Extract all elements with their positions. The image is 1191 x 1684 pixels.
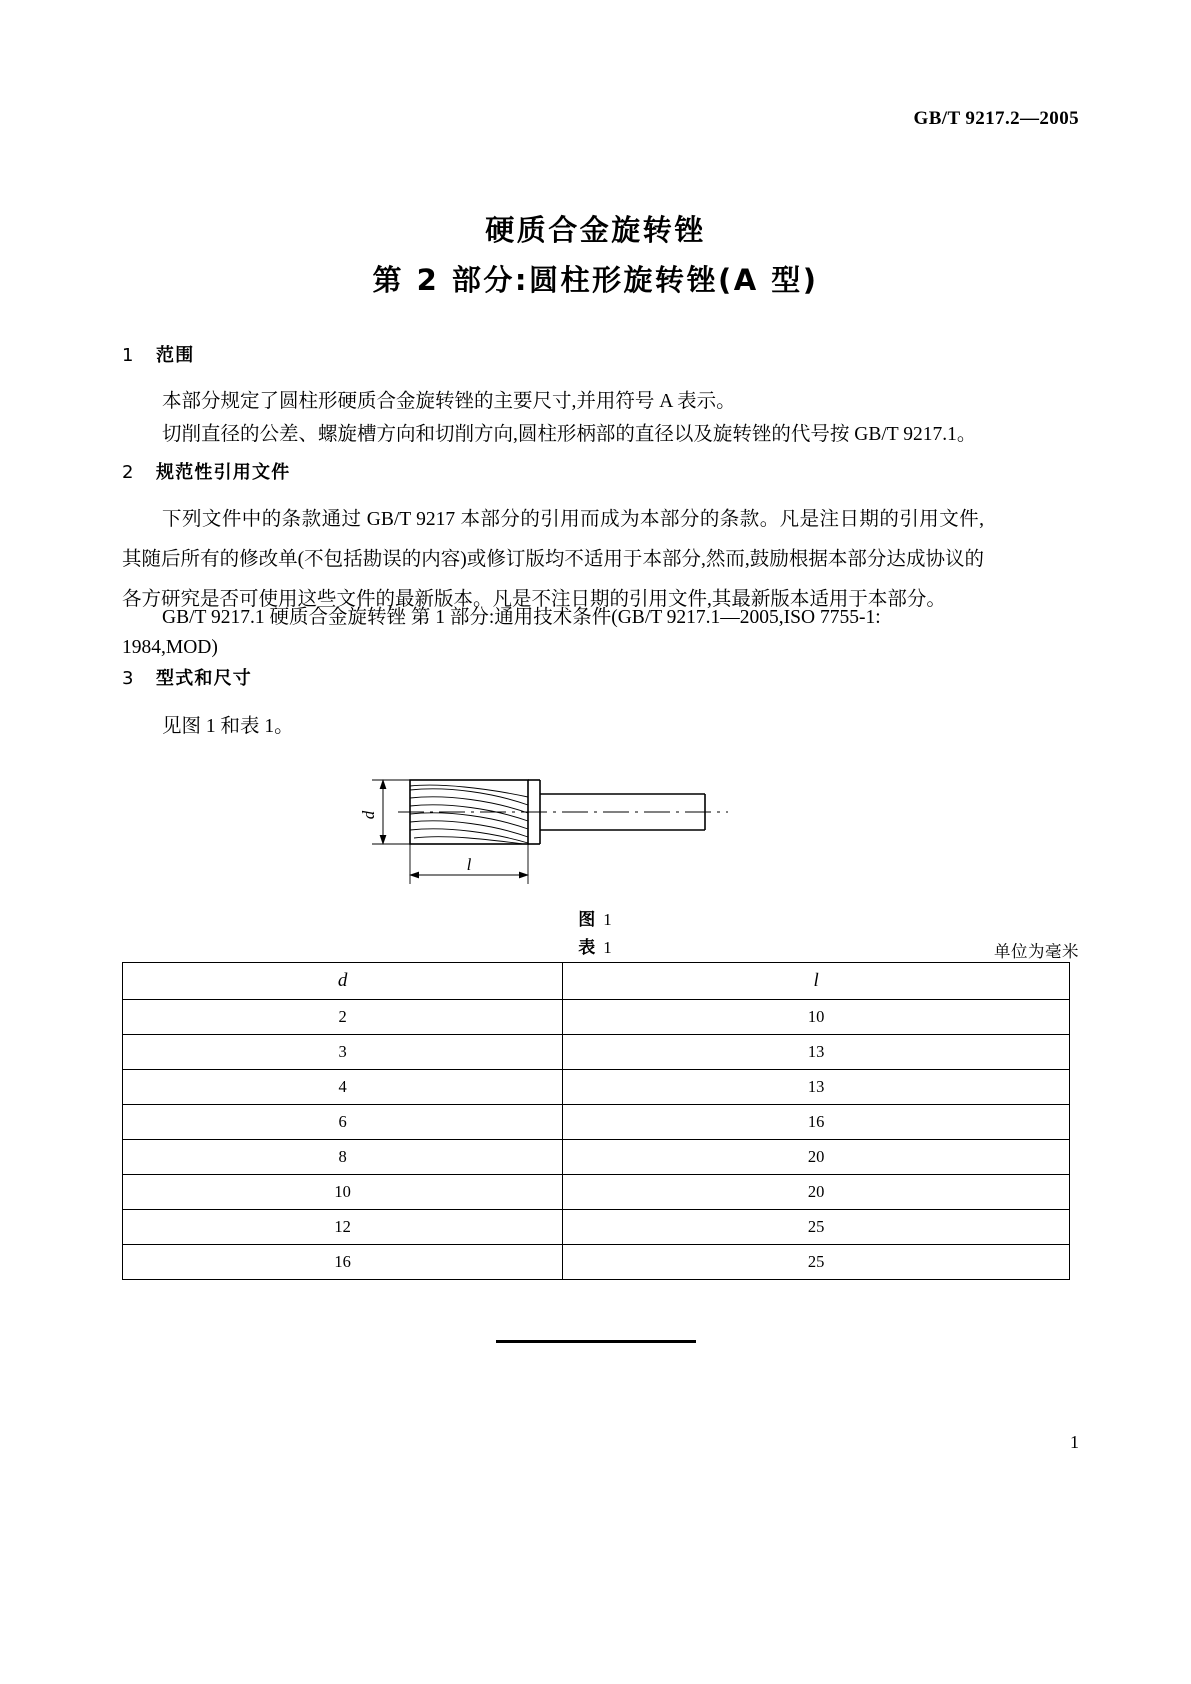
scope-paragraph-2: 切削直径的公差、螺旋槽方向和切削方向,圆柱形柄部的直径以及旋转锉的代号按 GB/T 9217.1。 <box>162 424 977 445</box>
table-row <box>123 1175 1070 1210</box>
burr-head-body <box>410 780 528 844</box>
clause-title-2: 规范性引用文件 <box>156 462 291 483</box>
clause-number-1: 1 <box>122 345 135 366</box>
arrow-up <box>380 779 387 789</box>
scope-paragraph-1: 本部分规定了圆柱形硬质合金旋转锉的主要尺寸,并用符号 A 表示。 <box>162 391 736 412</box>
table-cell-l: 13 <box>563 1035 1070 1070</box>
figure-caption-label: 图 <box>578 910 597 930</box>
dimensions-table <box>122 962 1070 1280</box>
clause-heading-1 <box>122 341 194 367</box>
table-cell-l: 20 <box>563 1140 1070 1175</box>
table-cell-d: 16 <box>123 1245 563 1280</box>
normative-reference-entry-line-1: GB/T 9217.1 硬质合金旋转锉 第 1 部分:通用技术条件(GB/T 9217.1—2005,ISO 7755-1: <box>162 607 881 628</box>
dimensions-paragraph: 见图 1 和表 1。 <box>162 716 294 737</box>
table-row <box>123 1105 1070 1140</box>
clause-heading-3 <box>122 664 252 690</box>
dimension-label-l: l <box>466 855 472 874</box>
table-header-d: d <box>123 963 563 1000</box>
figure-1-caption <box>0 905 1191 930</box>
table-caption-number: 1 <box>603 938 613 957</box>
clause-number-2: 2 <box>122 462 135 483</box>
arrow-down <box>380 835 387 845</box>
table-row <box>123 1210 1070 1245</box>
table-row <box>123 1070 1070 1105</box>
clause-number-3: 3 <box>122 668 135 689</box>
normative-references-paragraph: 下列文件中的条款通过 GB/T 9217 本部分的引用而成为本部分的条款。凡是注日期的引用文件,其随后所有的修改单(不包括勘误的内容)或修订版均不适用于本部分,然而,鼓励根据本部分达成协议的各方研究是否可使用这些文件的最新版本。凡是不注日期的引用文件,其最新版本适用于本部分。 <box>122 509 984 610</box>
table-cell-l: 13 <box>563 1070 1070 1105</box>
document-header-standard-number: GB/T 9217.2—2005 <box>913 108 1079 129</box>
figure-1-drawing <box>0 762 1191 902</box>
normative-reference-entry-line-2: 1984,MOD) <box>122 637 218 658</box>
table-cell-d: 12 <box>123 1210 563 1245</box>
table-cell-d: 10 <box>123 1175 563 1210</box>
end-of-text-rule <box>496 1340 696 1343</box>
arrow-left <box>409 872 419 879</box>
table-cell-d: 4 <box>123 1070 563 1105</box>
table-unit-note: 单位为毫米 <box>994 942 1079 961</box>
table-header-l: l <box>563 963 1070 1000</box>
title-line-1: 硬质合金旋转锉 <box>485 213 706 247</box>
table-cell-d: 6 <box>123 1105 563 1140</box>
table-cell-l: 16 <box>563 1105 1070 1140</box>
table-cell-d: 8 <box>123 1140 563 1175</box>
table-cell-d: 2 <box>123 1000 563 1035</box>
table-cell-l: 20 <box>563 1175 1070 1210</box>
table-row <box>123 1140 1070 1175</box>
table-caption-label: 表 <box>578 938 597 958</box>
table-cell-l: 10 <box>563 1000 1070 1035</box>
clause-title-1: 范围 <box>156 345 195 366</box>
table-row <box>123 1245 1070 1280</box>
figure-caption-number: 1 <box>603 910 613 929</box>
table-row <box>123 1035 1070 1070</box>
clause-heading-2 <box>122 458 290 484</box>
table-header-row <box>123 963 1070 1000</box>
page-number: 1 <box>1070 1432 1079 1452</box>
table-cell-d: 3 <box>123 1035 563 1070</box>
page-title <box>0 205 1191 305</box>
table-cell-l: 25 <box>563 1210 1070 1245</box>
table-row <box>123 1000 1070 1035</box>
table-cell-l: 25 <box>563 1245 1070 1280</box>
title-line-2: 第 2 部分:圆柱形旋转锉(A 型) <box>372 263 819 297</box>
clause-title-3: 型式和尺寸 <box>156 668 252 689</box>
arrow-right <box>519 872 529 879</box>
rotary-burr-diagram <box>0 762 1191 902</box>
dimension-label-d: d <box>359 810 378 820</box>
